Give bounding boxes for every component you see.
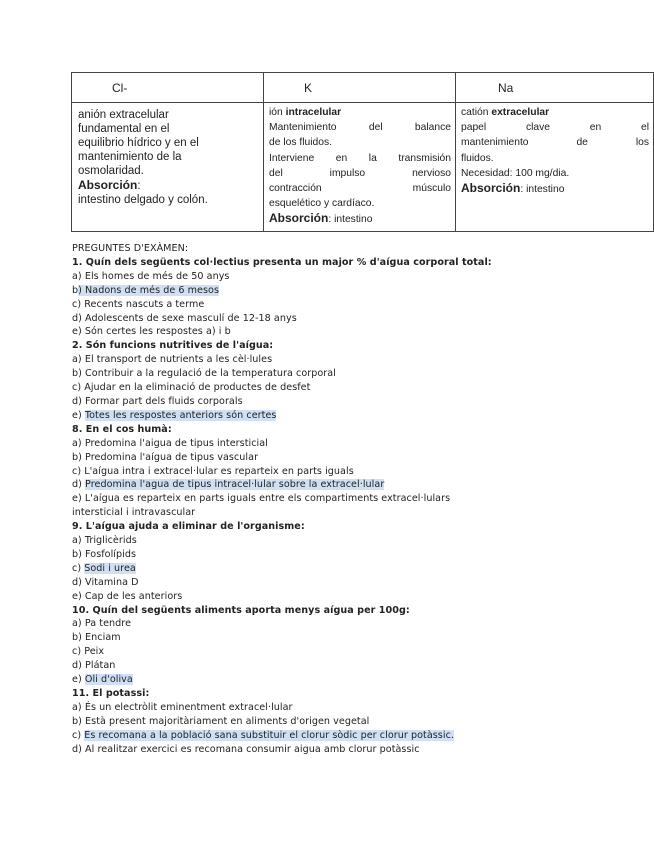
option-text: Plátan (85, 660, 116, 672)
k-absorcion-label: Absorción (269, 211, 329, 226)
option-letter: b (72, 284, 79, 296)
question-list (72, 256, 542, 757)
option-letter: c) (72, 729, 85, 741)
option-letter: c) (72, 465, 85, 477)
option-letter: d) (72, 660, 86, 672)
option-text-highlighted: Predomina l'agua de tipus intracel·lular sobre la extracel·lular (85, 479, 385, 491)
answer-option (72, 617, 542, 631)
option-letter: a) (72, 701, 85, 713)
k-line: contracción músculo (269, 183, 451, 195)
k-line: Mantenimiento del balance (269, 122, 451, 134)
question-title: 1. Quín dels següents col·lectius presenta un major % d'aígua corporal total: (72, 256, 492, 268)
cl-line: mantenimiento de la (78, 151, 182, 163)
cell-na (456, 103, 654, 232)
k-title (269, 105, 451, 120)
question-title: 9. L'aígua ajuda a eliminar de l'organisme: (72, 521, 305, 533)
option-letter: a) (72, 618, 85, 630)
option-text: Enciam (85, 632, 121, 644)
option-text-highlighted: Sodi i urea (84, 562, 136, 574)
cl-line: osmolaridad. (78, 165, 144, 177)
na-necesidad: Necesidad: 100 mg/dia. (461, 167, 570, 179)
option-text: Està present majoritàriament en aliments d'origen vegetal (85, 715, 370, 727)
option-letter: c) (72, 298, 85, 310)
option-letter: b) (72, 451, 86, 463)
exam-heading: PREGUNTES D'EXÀMEN: (72, 243, 189, 254)
option-text: Recents nascuts a terme (84, 298, 205, 310)
answer-option (72, 562, 542, 576)
option-text: Contribuir a la regulació de la temperatura corporal (85, 368, 336, 380)
option-text: Peix (84, 646, 105, 658)
na-absorcion-value: : intestino (520, 184, 565, 196)
answer-option-continuation: intersticial i intravascular (72, 507, 196, 519)
header-k: K (264, 73, 456, 103)
answer-option (72, 451, 542, 465)
option-text: Predomina l'aígua de tipus vascular (85, 451, 259, 463)
option-text: Al realitzar exercici es recomana consumir aigua amb clorur potàssic (85, 743, 420, 755)
option-text: Són certes les respostes a) i b (84, 326, 231, 338)
cl-absorcion (78, 178, 259, 193)
option-letter: d) (72, 395, 86, 407)
option-text-highlighted: Oli d'oliva (84, 674, 133, 686)
answer-option (72, 715, 542, 729)
option-text: L'aígua intra i extracel·lular es reparteix en parts iguals (84, 465, 354, 477)
k-title-prefix: ión (269, 107, 286, 118)
answer-option (72, 367, 542, 381)
cl-absorcion-value: intestino delgado y colón. (78, 194, 208, 206)
ions-table (71, 72, 654, 232)
answer-option (72, 659, 542, 673)
option-letter: b) (72, 632, 86, 644)
option-letter: d) (72, 743, 86, 755)
option-text: És un electròlit eminentment extracel·lular (84, 701, 293, 713)
na-line: papel clave en el (461, 122, 649, 134)
answer-option (72, 353, 542, 367)
option-text-highlighted: Totes les respostes anteriors són certes (84, 409, 277, 421)
cell-cl (72, 103, 264, 232)
answer-option (72, 395, 542, 409)
option-letter: a) (72, 354, 85, 366)
answer-option (72, 631, 542, 645)
option-text: Predomina l'aigua de tipus intersticial (84, 437, 268, 449)
option-letter: b) (72, 368, 86, 380)
option-letter: a) (72, 535, 85, 547)
na-title-bold: extracelular (491, 107, 550, 118)
option-letter: a) (72, 437, 85, 449)
question-title: 10. Quín del següents aliments aporta menys aígua per 100g: (72, 604, 410, 616)
option-letter: e) (72, 409, 85, 421)
cl-absorcion-colon: : (137, 180, 141, 192)
answer-option (72, 437, 542, 451)
k-line: de los fluidos. (269, 137, 332, 149)
answer-option (72, 548, 542, 562)
na-title (461, 105, 649, 120)
answer-option (72, 325, 542, 339)
option-letter: e) (72, 674, 85, 686)
answer-option (72, 478, 542, 492)
option-text: L'aígua es reparteix en parts iguals entre els compartiments extracel·lulars (84, 493, 451, 505)
option-letter: b) (72, 548, 86, 560)
option-letter: d) (72, 479, 86, 491)
answer-option (72, 492, 542, 506)
k-title-bold: intracelular (285, 107, 342, 118)
option-text: Triglicèrids (84, 535, 137, 547)
option-text: El transport de nutrients a les cèl·lules (84, 354, 273, 366)
option-letter: c) (72, 382, 85, 394)
table-header-row (72, 73, 654, 103)
k-absorcion (269, 211, 451, 227)
option-text: Pa tendre (84, 618, 132, 630)
option-letter: d) (72, 576, 86, 588)
option-text: Ajudar en la eliminació de productes de desfet (84, 382, 311, 394)
k-line: esquelético y cardíaco. (269, 198, 375, 210)
answer-option (72, 298, 542, 312)
cl-line: equilibrio hídrico y en el (78, 137, 199, 149)
na-title-prefix: catión (461, 107, 492, 118)
k-line: Interviene en la transmisión (269, 152, 451, 164)
option-text: Adolescents de sexe masculí de 12-18 anys (85, 312, 297, 324)
answer-option (72, 409, 542, 423)
option-letter: a) (72, 270, 85, 282)
answer-option (72, 673, 542, 687)
option-letter: c) (72, 646, 85, 658)
question-title: 11. El potassi: (72, 688, 150, 699)
header-cl: Cl- (72, 73, 264, 103)
na-absorcion (461, 181, 649, 197)
answer-option (72, 729, 542, 743)
option-letter: e) (72, 590, 85, 602)
option-text: Els homes de més de 50 anys (84, 270, 230, 282)
option-letter: e) (72, 326, 85, 338)
exam-questions (72, 242, 542, 757)
cl-line: anión extracelular (78, 109, 169, 121)
cl-absorcion-label: Absorción (78, 178, 138, 192)
answer-option (72, 381, 542, 395)
option-letter: d) (72, 312, 86, 324)
cell-k (264, 103, 456, 232)
answer-option (72, 270, 542, 284)
na-line: mantenimiento de los (461, 137, 649, 149)
answer-option (72, 576, 542, 590)
option-text-highlighted: ) Nadons de més de 6 mesos (78, 284, 220, 296)
option-text: Vitamina D (85, 576, 139, 588)
na-absorcion-label: Absorción (461, 181, 521, 196)
header-na: Na (456, 73, 654, 103)
option-text: Fosfolípids (85, 548, 137, 560)
cl-line: fundamental en el (78, 123, 170, 135)
answer-option (72, 312, 542, 326)
answer-option (72, 465, 542, 479)
option-text-highlighted: Es recomana a la població sana substituir el clorur sòdic per clorur potàssic. (84, 729, 454, 741)
answer-option (72, 701, 542, 715)
answer-option (72, 645, 542, 659)
k-absorcion-value: : intestino (328, 214, 373, 226)
option-letter: c) (72, 562, 85, 574)
answer-option (72, 284, 542, 298)
option-text: Formar part dels fluids corporals (85, 395, 243, 407)
k-line: del impulso nervioso (269, 167, 451, 179)
answer-option (72, 534, 542, 548)
option-letter: b) (72, 715, 86, 727)
question-title: 8. En el cos humà: (72, 423, 172, 435)
table-body-row (72, 103, 654, 232)
na-line: fluidos. (461, 152, 494, 164)
option-text: Cap de les anteriors (84, 590, 183, 602)
answer-option (72, 743, 542, 757)
answer-option (72, 590, 542, 604)
question-title: 2. Són funcions nutritives de l'aígua: (72, 340, 274, 352)
option-letter: e) (72, 493, 85, 505)
